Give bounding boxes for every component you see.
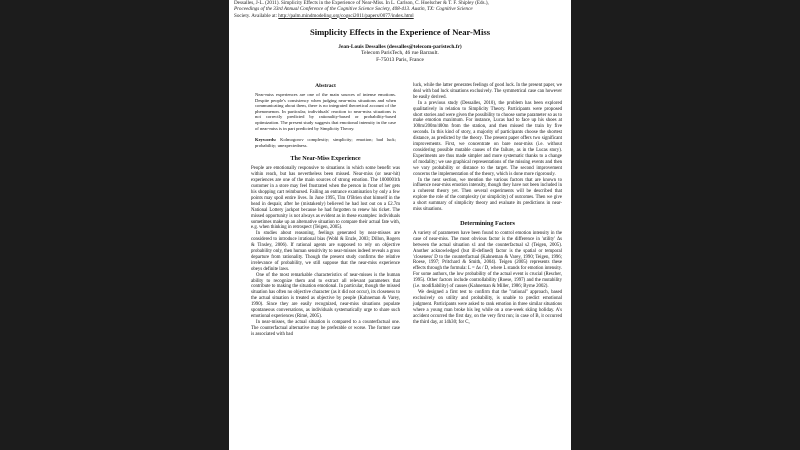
section1-paragraph-1: People are emotionally responsive to situations in which some benefit was within reach, but has nevertheless been missed. Near-miss (or near-hit) experiences are one of the main sources of strong emotion. The 1000001th customer in a store may feel frustrated when the person in front of her gets his shopping cart reimbursed. Failing an entrance examination by only a few points may spoil entire lives. In June 1995, Tim O'Brien shot himself in the head in despair, after he (mistakenly) believed he had lost out on a £2.7m National Lottery jackpot because he had forgotten to renew his ticket. The missed opportunity is not always as evident as in these examples: individuals sometimes make up an alternative situation to compare their actual fate with, e.g. when thinking in retrospect (Teigen, 2005). [251,166,400,231]
right-column [413,83,562,325]
section1-paragraph-4: In near-misses, the actual situation is compared to a counterfactual one. The counterfactual alternative may be preferable or worse. The former case is associated with bad [251,319,400,337]
author-name: Jean-Louis Dessalles (dessalles@telecom-paristech.fr) [338,44,462,50]
right-paragraph-2: In a previous study (Dessalles, 2010), the problem has been explored qualitatively in relation to Simplicity Theory. Participants were proposed short stories and were given the possibility to choose some parameter so as to make emotion maximum. For instance, Lucas had to face up his shoes at 100m/200m/400m from the station, and then missed the train by five seconds. In this kind of story, a majority of participants choose the shortest distance, as predicted by the theory. The present paper offers two significant improvements. First, we concentrate on bare near-miss (i.e. without considering possible mutable causes of the failure, as in the Lucas story). Experiments are thus made simpler and more systematic thanks to a change of modality; we use graphical representations of the missing events and then we vary probability or distance to the target. The second improvement concerns the implementation of the theory, which is done more rigorously. [413,100,562,177]
citation-line-2: Proceedings of the 33rd Annual Conference of the Cognitive Science Society, 408-413. Austin, TX: Cognitive Science [234,6,473,13]
citation-url-link[interactable]: http://palm.mindmodeling.org/cogsci2011/papers/0077/index.html [278,12,414,19]
citation-line-3 [234,13,569,19]
citation-prefix: Society. Available at: [234,12,279,19]
citation-header [234,0,569,19]
abstract-heading: Abstract [315,83,336,89]
section-heading-near-miss: The Near-Miss Experience [290,155,361,163]
affiliation-line-2: F-75013 Paris, France [376,56,424,63]
right-paragraph-5: We designed a first test to confirm that the "rational" approach, based exclusively on utility and probability, is unable to predict emotional judgment. Participants were asked to rank emotion in three similar situations where a young man broke his leg while on a one-week skiing holiday. A's accident occurred the first day, on the very first run; in case of B, it occurred the third day, at 14h30; for C, [413,290,562,325]
abstract [251,83,400,131]
citation-line-1: Dessalles, J-L. (2011). Simplicity Effects in the Experience of Near-Miss. In L. Carlson, C. Hoelscher & T. F. Shipley (Eds.), [234,0,489,6]
paper-page [229,0,571,450]
section1-paragraph-3: One of the most remarkable characteristics of near-misses is the human ability to recognize them and to extract all relevant parameters that contribute to making the situation emotional. In particular, though the missed situation has often no objective character (as it did not occur), its closeness to the actual situation is treated as objective by people (Kahneman & Varey, 1990). Since they are easily recognized, near-miss situations populate spontaneous conversations, as individuals systematically urge to share such emotional experiences (Rimé, 2005). [251,272,400,319]
keywords-text: Kolmogorov complexity; simplicity; emotion; bad luck; probability; unexpectedness. [255,137,396,148]
keywords [255,137,396,148]
affiliation-line-1: Telecom ParisTech, 46 rue Barrault. [361,50,439,57]
paper-title: Simplicity Effects in the Experience of Near-Miss [309,27,491,37]
keywords-label: Keywords: [255,137,277,143]
section-heading-determining-factors: Determining Factors [460,219,515,227]
left-column [251,83,400,338]
right-paragraph-1: luck, while the latter generates feelings of good luck. In the present paper, we deal with bad luck situations exclusively. The symmetrical case can however be easily derived. [413,83,562,100]
right-paragraph-4: A variety of parameters have been found to control emotion intensity in the case of near-miss. The most obvious factor is the difference in 'utility' Δs between the actual situation s1 and the counterfactual s2 (Teigen, 2005). Another acknowledged (but ill-defined) factor is the spatial or temporal 'closeness' D to the counterfactual (Kahneman & Varey, 1990; Teigen, 1996; Roese, 1997; Pritchard & Smith, 2004). Teigen (2005) represents these effects through the formula: L = Δs / D, where L stands for emotion intensity. For some authors, the low probability of the actual event is crucial (Rescher, 1995). Other factors include controllability (Roese, 1997) and the mutability (i.e. modifiability) of causes (Kahneman & Miller, 1986; Byrne 2002). [413,230,562,290]
author-block [229,44,571,63]
right-paragraph-3: In the next section, we mention the various factors that are known to influence near-miss emotion intensity, though they have not been included in a coherent theory yet. Then several experiments will be described that explore the role of the complexity (or simplicity) of outcomes. Then we give a short summary of simplicity theory and evaluate its predictions in near-miss situations. [413,177,562,213]
abstract-text: Near-miss experiences are one of the main sources of intense emotions. Despite people's consistency when judging near-miss situations and when communicating about them, there is no integrated theoretical account of the phenomenon. In particular, individuals' reaction to near-miss situations is not correctly predicted by rationality-based or probability-based optimization. The present study suggests that emotional intensity in the case of near-miss is in part predicted by Simplicity Theory. [255,92,396,131]
section1-paragraph-2: In studies about reasoning, feelings generated by near-misses are considered to introduce irrational bias (Wohl & Enzle, 2003; Dillon, Rogers & Tinsley, 2006). If rational agents are supposed to rely on objective probability only, then human sensitivity to near-misses indeed reveals a gross departure from rationality. Though the present study confirms the relative irrelevance of probability, we still suppose that the near-miss experience obeys definite laws. [251,231,400,272]
